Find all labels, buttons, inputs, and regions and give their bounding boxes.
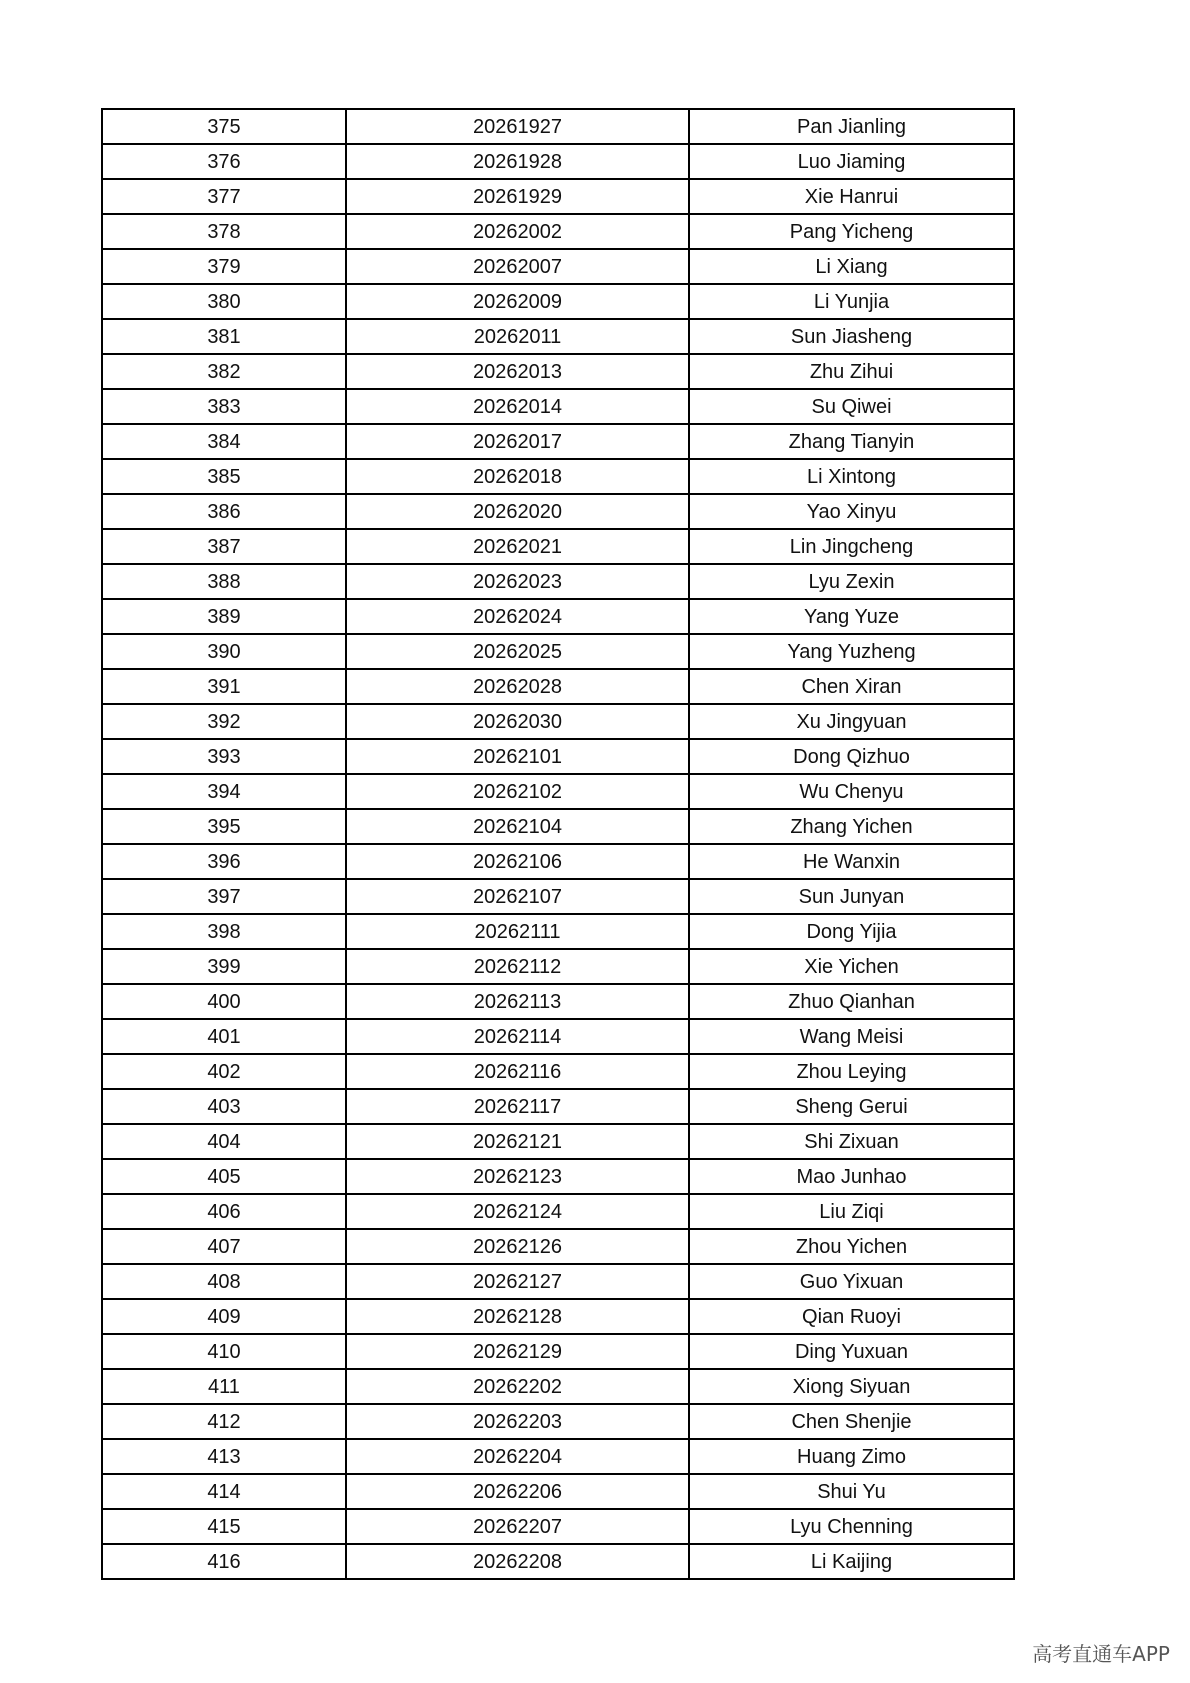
table-row: [102, 949, 1014, 984]
table-row: [102, 179, 1014, 214]
student-id-cell: 20262009: [346, 284, 689, 319]
student-name-cell: Xu Jingyuan: [689, 704, 1014, 739]
student-name-cell: Sun Junyan: [689, 879, 1014, 914]
table-row: [102, 1159, 1014, 1194]
table-row: [102, 1124, 1014, 1159]
row-number-cell: 404: [102, 1124, 346, 1159]
row-number-cell: 403: [102, 1089, 346, 1124]
student-name-cell: Dong Qizhuo: [689, 739, 1014, 774]
student-name-cell: Yao Xinyu: [689, 494, 1014, 529]
table-row: [102, 459, 1014, 494]
table-row: [102, 634, 1014, 669]
student-id-cell: 20261928: [346, 144, 689, 179]
student-name-cell: Yang Yuze: [689, 599, 1014, 634]
student-id-cell: 20262208: [346, 1544, 689, 1579]
student-name-cell: Zhou Yichen: [689, 1229, 1014, 1264]
table-row: [102, 1089, 1014, 1124]
row-number-cell: 378: [102, 214, 346, 249]
student-id-cell: 20262013: [346, 354, 689, 389]
student-name-cell: Li Xiang: [689, 249, 1014, 284]
student-name-cell: Wu Chenyu: [689, 774, 1014, 809]
row-number-cell: 411: [102, 1369, 346, 1404]
student-name-cell: Xie Hanrui: [689, 179, 1014, 214]
row-number-cell: 394: [102, 774, 346, 809]
student-name-cell: Xie Yichen: [689, 949, 1014, 984]
table-row: [102, 424, 1014, 459]
table-row: [102, 1439, 1014, 1474]
student-id-cell: 20262107: [346, 879, 689, 914]
table-row: [102, 984, 1014, 1019]
student-name-cell: Zhang Tianyin: [689, 424, 1014, 459]
student-name-cell: Zhou Leying: [689, 1054, 1014, 1089]
table-row: [102, 669, 1014, 704]
table-row: [102, 144, 1014, 179]
student-id-cell: 20262106: [346, 844, 689, 879]
student-id-cell: 20262126: [346, 1229, 689, 1264]
table-row: [102, 529, 1014, 564]
student-id-cell: 20262113: [346, 984, 689, 1019]
student-name-cell: Shui Yu: [689, 1474, 1014, 1509]
student-id-cell: 20262204: [346, 1439, 689, 1474]
student-id-cell: 20262024: [346, 599, 689, 634]
student-name-cell: Huang Zimo: [689, 1439, 1014, 1474]
student-name-cell: Sheng Gerui: [689, 1089, 1014, 1124]
student-name-cell: Lin Jingcheng: [689, 529, 1014, 564]
row-number-cell: 413: [102, 1439, 346, 1474]
row-number-cell: 399: [102, 949, 346, 984]
student-name-cell: Yang Yuzheng: [689, 634, 1014, 669]
row-number-cell: 375: [102, 109, 346, 144]
student-name-cell: Chen Shenjie: [689, 1404, 1014, 1439]
student-id-cell: 20262104: [346, 809, 689, 844]
table-row: [102, 1299, 1014, 1334]
row-number-cell: 415: [102, 1509, 346, 1544]
row-number-cell: 387: [102, 529, 346, 564]
student-id-cell: 20262123: [346, 1159, 689, 1194]
row-number-cell: 390: [102, 634, 346, 669]
student-id-cell: 20262117: [346, 1089, 689, 1124]
student-id-cell: 20262207: [346, 1509, 689, 1544]
student-name-cell: Zhu Zihui: [689, 354, 1014, 389]
student-id-cell: 20262102: [346, 774, 689, 809]
student-name-cell: Qian Ruoyi: [689, 1299, 1014, 1334]
student-id-cell: 20261927: [346, 109, 689, 144]
row-number-cell: 393: [102, 739, 346, 774]
row-number-cell: 407: [102, 1229, 346, 1264]
row-number-cell: 389: [102, 599, 346, 634]
row-number-cell: 412: [102, 1404, 346, 1439]
student-name-cell: Liu Ziqi: [689, 1194, 1014, 1229]
student-name-cell: Lyu Zexin: [689, 564, 1014, 599]
row-number-cell: 398: [102, 914, 346, 949]
table-row: [102, 914, 1014, 949]
student-id-cell: 20262002: [346, 214, 689, 249]
row-number-cell: 376: [102, 144, 346, 179]
row-number-cell: 381: [102, 319, 346, 354]
student-name-cell: Su Qiwei: [689, 389, 1014, 424]
row-number-cell: 379: [102, 249, 346, 284]
row-number-cell: 408: [102, 1264, 346, 1299]
student-name-cell: Wang Meisi: [689, 1019, 1014, 1054]
student-id-cell: 20262127: [346, 1264, 689, 1299]
student-id-cell: 20262121: [346, 1124, 689, 1159]
student-id-cell: 20262017: [346, 424, 689, 459]
watermark: 高考直通车APP: [1032, 1642, 1170, 1666]
student-id-cell: 20262030: [346, 704, 689, 739]
student-name-cell: Zhang Yichen: [689, 809, 1014, 844]
student-id-cell: 20262028: [346, 669, 689, 704]
row-number-cell: 397: [102, 879, 346, 914]
table-row: [102, 494, 1014, 529]
student-id-cell: 20262116: [346, 1054, 689, 1089]
row-number-cell: 401: [102, 1019, 346, 1054]
student-name-cell: Luo Jiaming: [689, 144, 1014, 179]
row-number-cell: 405: [102, 1159, 346, 1194]
table-row: [102, 354, 1014, 389]
student-id-cell: 20262025: [346, 634, 689, 669]
student-name-cell: Lyu Chenning: [689, 1509, 1014, 1544]
student-name-cell: Li Kaijing: [689, 1544, 1014, 1579]
student-name-cell: He Wanxin: [689, 844, 1014, 879]
table-row: [102, 809, 1014, 844]
table-row: [102, 599, 1014, 634]
table-row: [102, 319, 1014, 354]
row-number-cell: 400: [102, 984, 346, 1019]
row-number-cell: 386: [102, 494, 346, 529]
row-number-cell: 410: [102, 1334, 346, 1369]
table-row: [102, 109, 1014, 144]
row-number-cell: 414: [102, 1474, 346, 1509]
student-name-cell: Xiong Siyuan: [689, 1369, 1014, 1404]
table-row: [102, 774, 1014, 809]
student-id-cell: 20261929: [346, 179, 689, 214]
student-id-cell: 20262111: [346, 914, 689, 949]
row-number-cell: 402: [102, 1054, 346, 1089]
table-row: [102, 564, 1014, 599]
table-row: [102, 1369, 1014, 1404]
table-row: [102, 284, 1014, 319]
student-id-cell: 20262206: [346, 1474, 689, 1509]
student-name-cell: Pang Yicheng: [689, 214, 1014, 249]
table-row: [102, 1509, 1014, 1544]
row-number-cell: 396: [102, 844, 346, 879]
table-row: [102, 1229, 1014, 1264]
table-row: [102, 1264, 1014, 1299]
row-number-cell: 385: [102, 459, 346, 494]
student-id-cell: 20262011: [346, 319, 689, 354]
table-row: [102, 1194, 1014, 1229]
row-number-cell: 406: [102, 1194, 346, 1229]
student-id-cell: 20262112: [346, 949, 689, 984]
student-name-cell: Ding Yuxuan: [689, 1334, 1014, 1369]
row-number-cell: 383: [102, 389, 346, 424]
row-number-cell: 388: [102, 564, 346, 599]
student-name-cell: Li Xintong: [689, 459, 1014, 494]
row-number-cell: 380: [102, 284, 346, 319]
student-id-cell: 20262114: [346, 1019, 689, 1054]
table-row: [102, 249, 1014, 284]
row-number-cell: 382: [102, 354, 346, 389]
student-name-cell: Sun Jiasheng: [689, 319, 1014, 354]
student-id-cell: 20262128: [346, 1299, 689, 1334]
student-id-cell: 20262020: [346, 494, 689, 529]
student-name-cell: Zhuo Qianhan: [689, 984, 1014, 1019]
table-row: [102, 1019, 1014, 1054]
student-id-cell: 20262021: [346, 529, 689, 564]
student-name-cell: Dong Yijia: [689, 914, 1014, 949]
row-number-cell: 384: [102, 424, 346, 459]
student-name-cell: Shi Zixuan: [689, 1124, 1014, 1159]
student-name-cell: Li Yunjia: [689, 284, 1014, 319]
student-id-cell: 20262014: [346, 389, 689, 424]
table-row: [102, 214, 1014, 249]
student-id-cell: 20262023: [346, 564, 689, 599]
table-row: [102, 1544, 1014, 1579]
student-name-cell: Chen Xiran: [689, 669, 1014, 704]
table-row: [102, 1334, 1014, 1369]
table-body: [102, 109, 1014, 1579]
student-name-cell: Pan Jianling: [689, 109, 1014, 144]
table-row: [102, 389, 1014, 424]
row-number-cell: 392: [102, 704, 346, 739]
row-number-cell: 391: [102, 669, 346, 704]
table-row: [102, 1054, 1014, 1089]
table-row: [102, 879, 1014, 914]
row-number-cell: 377: [102, 179, 346, 214]
student-id-cell: 20262202: [346, 1369, 689, 1404]
row-number-cell: 395: [102, 809, 346, 844]
student-name-cell: Guo Yixuan: [689, 1264, 1014, 1299]
table-row: [102, 1474, 1014, 1509]
table-row: [102, 704, 1014, 739]
row-number-cell: 416: [102, 1544, 346, 1579]
student-id-cell: 20262101: [346, 739, 689, 774]
table-row: [102, 739, 1014, 774]
table-row: [102, 1404, 1014, 1439]
student-id-cell: 20262018: [346, 459, 689, 494]
student-id-cell: 20262129: [346, 1334, 689, 1369]
student-id-cell: 20262124: [346, 1194, 689, 1229]
student-name-cell: Mao Junhao: [689, 1159, 1014, 1194]
row-number-cell: 409: [102, 1299, 346, 1334]
student-id-cell: 20262007: [346, 249, 689, 284]
student-id-cell: 20262203: [346, 1404, 689, 1439]
student-list-table: [101, 108, 1015, 1580]
table-row: [102, 844, 1014, 879]
